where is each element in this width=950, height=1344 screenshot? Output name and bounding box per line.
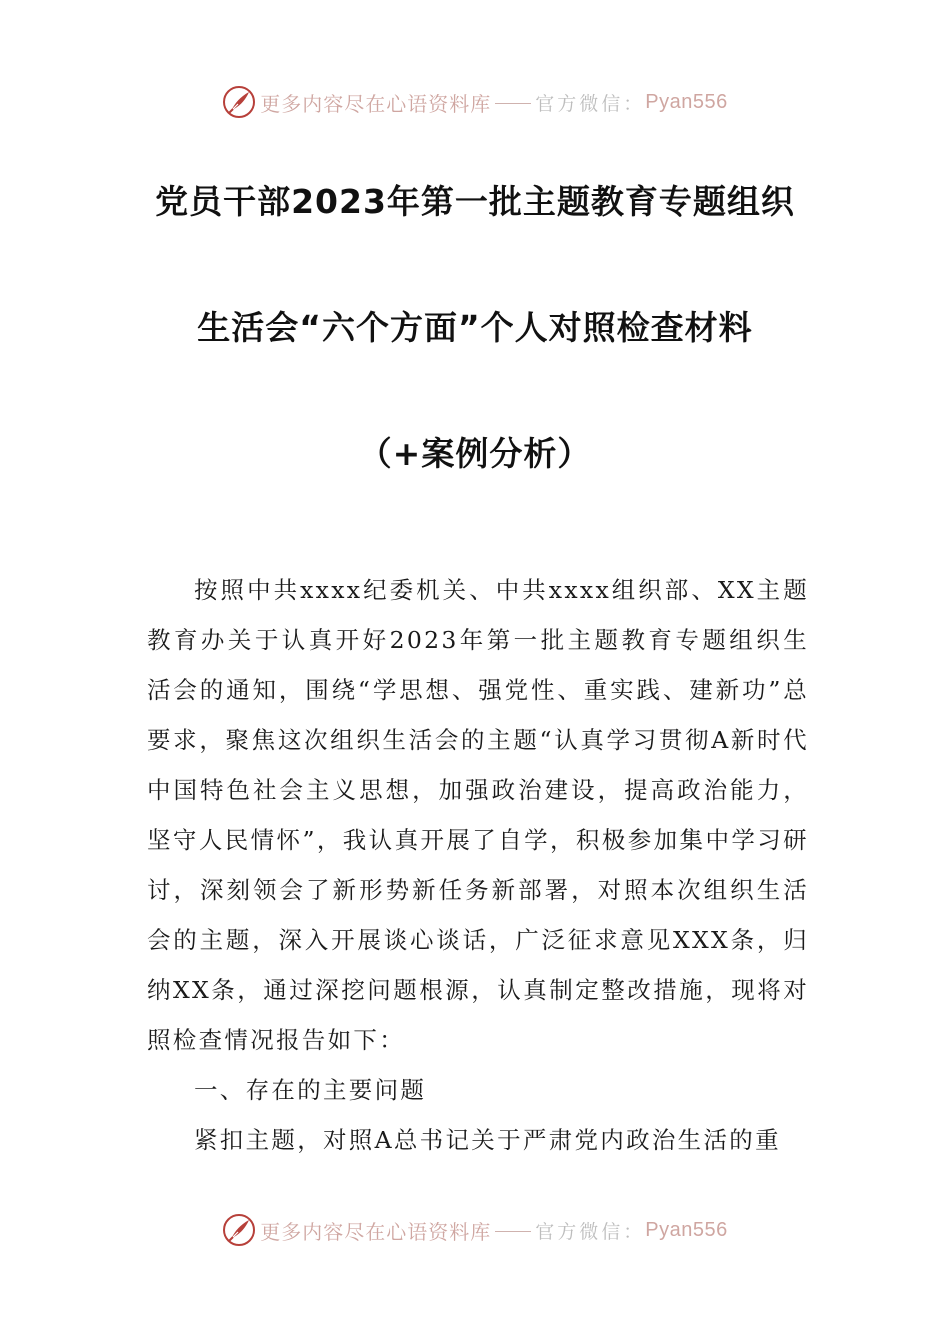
document-title-line-3: （+案例分析） [358, 434, 592, 473]
body-paragraph-intro: 按照中共xxxx纪委机关、中共xxxx组织部、XX主题教育办关于认真开好2023年第一批主题教育专题组织生活会的通知，围绕“学思想、强党性、重实践、建新功”总要求，聚焦这次组织生活会的主题“认真学习贯彻A新时代中国特色社会主义思想，加强政治建设，提高政治能力，坚守人民情怀”，我认真开展了自学，积极参加集中学习研讨，深刻领会了新形势新任务新部署，对照本次组织生活会的主题，深入开展谈心谈话，广泛征求意见XXX条，归纳XX条，通过深挖问题根源，认真制定整改措施，现将对照检查情况报告如下： [147, 576, 809, 1054]
document-title-line-2: 生活会“六个方面”个人对照检查材料 [197, 308, 753, 347]
document-body [147, 565, 809, 1165]
body-paragraph-continued: 紧扣主题，对照A总书记关于严肃党内政治生活的重 [194, 1126, 781, 1154]
separator-dash [495, 1231, 531, 1232]
wechat-id-text: Pyan556 [645, 1218, 728, 1241]
official-wechat-label: 官方微信： [535, 92, 646, 115]
site-name-text: 更多内容尽在心语资料库 [260, 91, 492, 116]
quill-pen-logo-icon [222, 85, 256, 119]
official-wechat-label: 官方微信： [535, 1220, 646, 1243]
separator-dash [495, 103, 531, 104]
document-title-line-1: 党员干部2023年第一批主题教育专题组织 [155, 182, 795, 221]
quill-pen-logo-icon [222, 1213, 256, 1247]
site-name-text: 更多内容尽在心语资料库 [260, 1219, 492, 1244]
header-watermark-banner [0, 82, 950, 122]
footer-watermark-banner [0, 1210, 950, 1250]
wechat-id-text: Pyan556 [645, 90, 728, 113]
section-heading-main-problems: 一、存在的主要问题 [194, 1076, 427, 1104]
